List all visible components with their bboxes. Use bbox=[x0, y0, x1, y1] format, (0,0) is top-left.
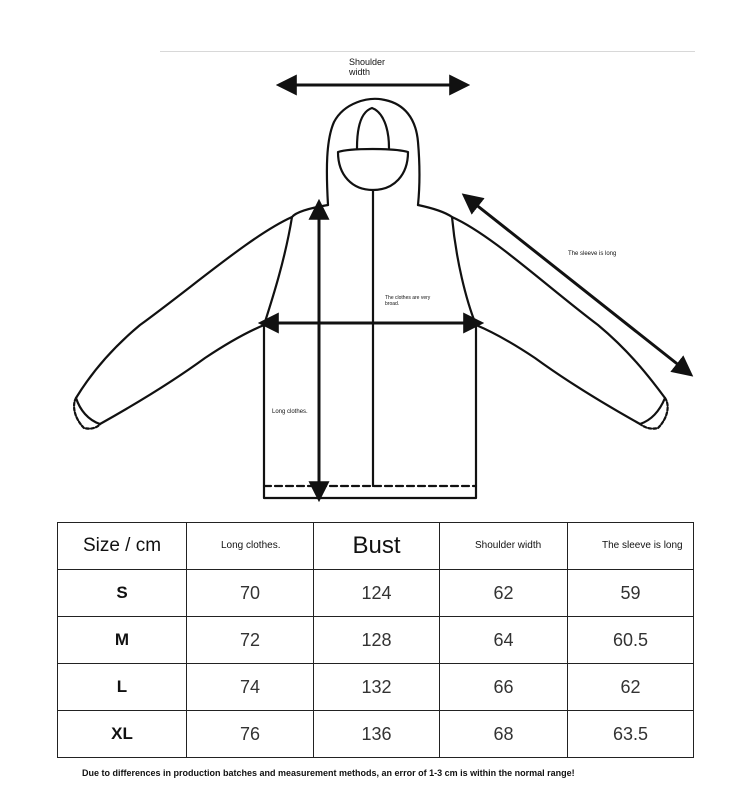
table-row bbox=[58, 664, 694, 711]
sleeve-cell: 59 bbox=[568, 570, 694, 617]
bust-cell: 124 bbox=[314, 570, 440, 617]
sleeve-cell: 62 bbox=[568, 664, 694, 711]
measurement-note: Due to differences in production batches and measurement methods, an error of 1-3 cm is within the normal range! bbox=[82, 768, 575, 778]
bust-label: The clothes are very broad. bbox=[385, 295, 431, 307]
shoulder-cell: 64 bbox=[440, 617, 568, 664]
sleeve-cell: 60.5 bbox=[568, 617, 694, 664]
header-bust: Bust bbox=[314, 523, 440, 570]
header-sleeve: The sleeve is long bbox=[568, 523, 694, 570]
shoulder-cell: 68 bbox=[440, 711, 568, 758]
size-cell: XL bbox=[58, 711, 187, 758]
size-chart-table bbox=[57, 522, 694, 758]
length-cell: 72 bbox=[187, 617, 314, 664]
shoulder-cell: 62 bbox=[440, 570, 568, 617]
bust-cell: 132 bbox=[314, 664, 440, 711]
length-label: Long clothes. bbox=[272, 409, 308, 415]
length-cell: 74 bbox=[187, 664, 314, 711]
size-cell: M bbox=[58, 617, 187, 664]
bust-cell: 128 bbox=[314, 617, 440, 664]
hoodie-outline-icon bbox=[74, 99, 668, 498]
header-size: Size / cm bbox=[58, 523, 187, 570]
bust-cell: 136 bbox=[314, 711, 440, 758]
shoulder-width-label: Shoulder width bbox=[349, 57, 386, 78]
size-cell: L bbox=[58, 664, 187, 711]
header-shoulder: Shoulder width bbox=[440, 523, 568, 570]
table-row bbox=[58, 570, 694, 617]
length-cell: 76 bbox=[187, 711, 314, 758]
sleeve-arrow bbox=[465, 196, 690, 374]
sleeve-cell: 63.5 bbox=[568, 711, 694, 758]
table-header-row bbox=[58, 523, 694, 570]
length-cell: 70 bbox=[187, 570, 314, 617]
shoulder-cell: 66 bbox=[440, 664, 568, 711]
size-cell: S bbox=[58, 570, 187, 617]
table-row bbox=[58, 711, 694, 758]
sleeve-length-label: The sleeve is long bbox=[568, 251, 617, 257]
header-length: Long clothes. bbox=[187, 523, 314, 570]
table-row bbox=[58, 617, 694, 664]
